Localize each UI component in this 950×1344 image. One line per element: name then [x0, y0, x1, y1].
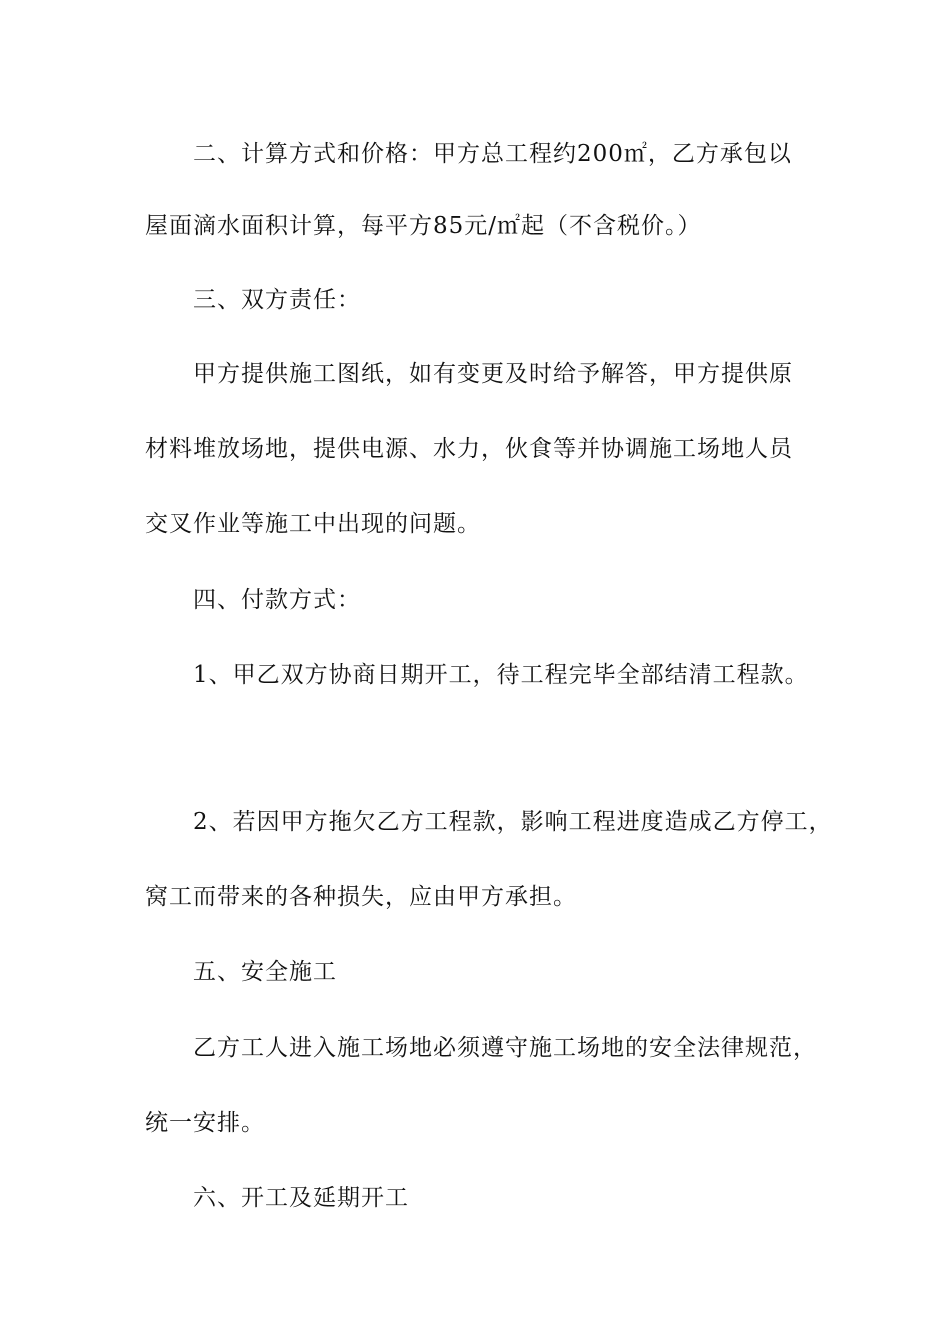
section-4-heading: 四、付款方式：	[193, 587, 361, 613]
section-5-heading: 五、安全施工	[193, 959, 337, 985]
section-3-para-line-3: 交叉作业等施工中出现的问题。	[145, 511, 481, 537]
section-6-heading: 六、开工及延期开工	[193, 1185, 409, 1211]
section-4-item-2-line-1: 2、若因甲方拖欠乙方工程款，影响工程进度造成乙方停工，	[193, 809, 833, 835]
section-3-heading: 三、双方责任：	[193, 287, 361, 313]
section-2-pricing-line-1: 二、计算方式和价格：甲方总工程约200㎡，乙方承包以	[193, 141, 792, 167]
section-4-item-1: 1、甲乙双方协商日期开工，待工程完毕全部结清工程款。	[193, 662, 809, 688]
section-2-pricing-line-2: 屋面滴水面积计算，每平方85元/㎡起（不含税价。）	[145, 213, 702, 239]
section-5-para-line-1: 乙方工人进入施工场地必须遵守施工场地的安全法律规范，	[193, 1035, 817, 1061]
section-4-item-2-line-2: 窝工而带来的各种损失，应由甲方承担。	[145, 884, 577, 910]
section-5-para-line-2: 统一安排。	[145, 1110, 265, 1136]
section-3-para-line-1: 甲方提供施工图纸，如有变更及时给予解答，甲方提供原	[193, 361, 793, 387]
section-3-para-line-2: 材料堆放场地，提供电源、水力，伙食等并协调施工场地人员	[145, 436, 793, 462]
